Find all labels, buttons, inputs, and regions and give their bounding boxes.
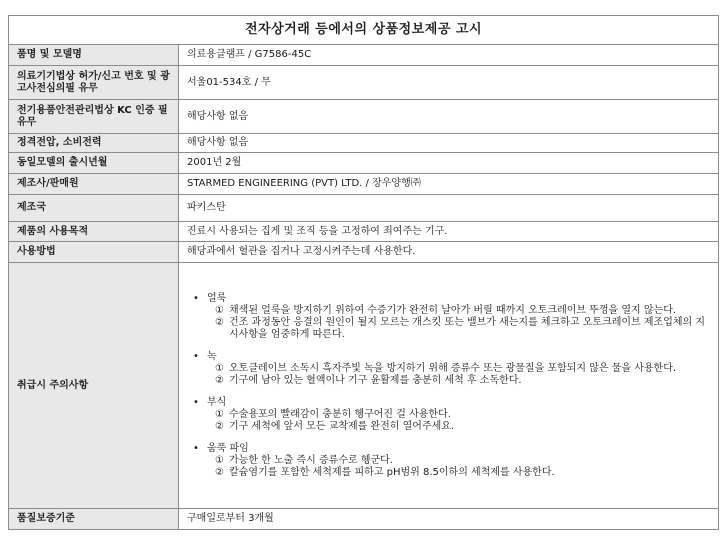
product-info-table <box>8 15 719 530</box>
item-number: ① <box>215 304 224 316</box>
row-value: 파키스탄 <box>179 195 719 222</box>
item-number: ② <box>215 420 224 432</box>
caution-item-text: 오토클레이브 소독시 흑자주빛 녹을 방지하기 위해 증류수 또는 광물질을 포함되지 않은 물을 사용한다. <box>229 362 677 374</box>
bullet-glyph: • <box>193 442 199 454</box>
row-label: 사용방법 <box>9 242 179 263</box>
table-row <box>9 45 719 66</box>
bullet-glyph: • <box>193 396 199 408</box>
caution-item-text: 채색된 얼룩을 방지하기 위하여 수증기가 완전히 날아가 버릴 때까지 오토크레이브 뚜껑을 열지 않는다. <box>229 304 677 316</box>
caution-section-rust <box>187 351 710 387</box>
row-value: 2001년 2월 <box>179 153 719 174</box>
caution-item-text: 가능한 한 노출 즉시 증류수로 헹군다. <box>229 454 393 466</box>
table-row <box>9 509 719 530</box>
row-label: 의료기기법상 허가/신고 번호 및 광고사전심의필 유무 <box>9 66 179 100</box>
item-number: ② <box>215 316 224 328</box>
row-label: 전기용품안전관리법상 KC 인증 필 유무 <box>9 100 179 134</box>
row-label: 제조국 <box>9 195 179 222</box>
product-info-notice <box>8 15 718 530</box>
table-row <box>9 174 719 195</box>
section-heading: 녹 <box>207 350 217 362</box>
row-value: 구매일로부터 3개월 <box>179 509 719 530</box>
row-label: 품명 및 모델명 <box>9 45 179 66</box>
caution-content <box>179 263 719 509</box>
caution-item-text: 칼슘염기를 포함한 세척제를 피하고 pH범위 8.5이하의 세척제를 사용한다. <box>229 466 555 478</box>
bullet-glyph: • <box>193 292 199 304</box>
caution-section-corrosion <box>187 397 710 433</box>
row-label: 동일모델의 출시년월 <box>9 153 179 174</box>
row-label: 제조사/판매원 <box>9 174 179 195</box>
section-heading: 부식 <box>207 396 227 408</box>
table-title: 전자상거래 등에서의 상품정보제공 고시 <box>9 16 719 45</box>
row-label: 품질보증기준 <box>9 509 179 530</box>
row-label: 취급시 주의사항 <box>9 263 179 509</box>
item-number: ② <box>215 374 224 386</box>
section-heading: 움푹 파임 <box>207 442 249 454</box>
caution-section-pitting <box>187 443 710 479</box>
caution-row <box>9 263 719 509</box>
caution-item-text: 건조 과정동안 응결의 원인이 될지 모르는 개스킷 또는 밸브가 새는지를 체크하고 오토크레이브 제조업체의 지시사항을 엄중하게 따른다. <box>229 316 706 340</box>
table-row <box>9 100 719 134</box>
table-row <box>9 153 719 174</box>
section-heading: 얼룩 <box>207 292 227 304</box>
table-row <box>9 222 719 242</box>
row-value: 해당사항 없음 <box>179 100 719 134</box>
row-value: 해당사항 없음 <box>179 134 719 153</box>
row-value: 진료시 사용되는 집게 및 조직 등을 고정하여 죄여주는 기구. <box>179 222 719 242</box>
item-number: ① <box>215 362 224 374</box>
row-value: 서울01-534호 / 무 <box>179 66 719 100</box>
table-row <box>9 134 719 153</box>
table-row <box>9 242 719 263</box>
bullet-glyph: • <box>193 350 199 362</box>
caution-item-text: 기구에 남아 있는 혈액이나 기구 윤활제를 충분히 세척 후 소독한다. <box>229 374 522 386</box>
table-row <box>9 195 719 222</box>
row-value: 의료용클램프 / G7586-45C <box>179 45 719 66</box>
caution-item-text: 수술용포의 빨래감이 충분히 헹구어진 걸 사용한다. <box>229 408 451 420</box>
row-value: 해당과에서 혈관을 집거나 고정시켜주는데 사용한다. <box>179 242 719 263</box>
item-number: ① <box>215 408 224 420</box>
table-row <box>9 66 719 100</box>
caution-section-stain <box>187 293 710 341</box>
item-number: ② <box>215 466 224 478</box>
caution-item-text: 기구 세척에 앞서 모든 교착제를 완전히 열어주세요. <box>229 420 455 432</box>
row-label: 제품의 사용목적 <box>9 222 179 242</box>
row-value: STARMED ENGINEERING (PVT) LTD. / 장우양행㈜ <box>179 174 719 195</box>
item-number: ① <box>215 454 224 466</box>
row-label: 정격전압, 소비전력 <box>9 134 179 153</box>
